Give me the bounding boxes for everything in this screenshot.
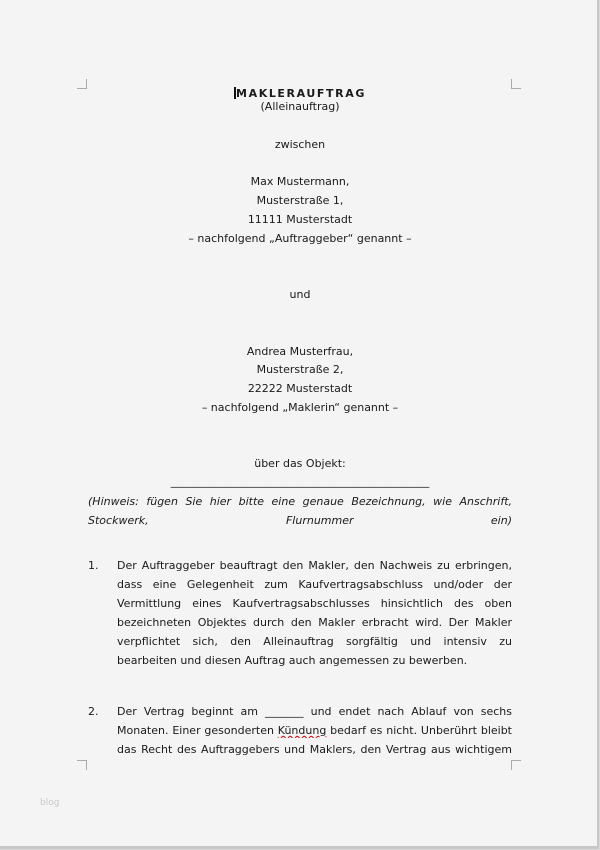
clause-line: Der Auftraggeber beauftragt den Makler, den Nachweis zu erbringen,	[117, 559, 512, 572]
hint-line: Stockwerk, Flurnummer ein)	[88, 514, 512, 527]
margin-corner-mark	[511, 79, 521, 89]
party1-name: Max Mustermann,	[250, 175, 350, 188]
party1-city: 11111 Musterstadt	[247, 213, 353, 226]
document-title-line	[88, 87, 512, 101]
watermark: blog	[40, 798, 60, 808]
party1-street: Musterstraße 1,	[256, 194, 344, 207]
clause-line: bearbeiten und diesen Auftrag auch angemessen zu bewerben.	[117, 654, 468, 667]
hint-line: (Hinweis: fügen Sie hier bitte eine genaue Bezeichnung, wie Anschrift,	[88, 495, 512, 508]
document-subtitle: (Alleinauftrag)	[260, 100, 340, 113]
object-blank: _______________________________________________	[170, 475, 430, 488]
clause-line: das Recht des Auftraggebers und Maklers, den Vertrag aus wichtigem	[117, 743, 512, 756]
margin-corner-mark	[77, 79, 87, 89]
clause-number: 2.	[88, 705, 99, 718]
clause-line: verpflichtet sich, den Alleinauftrag sorgfältig und intensiv zu	[117, 635, 512, 648]
party2-name: Andrea Musterfrau,	[246, 345, 354, 358]
clause-text: bedarf es nicht. Unberührt bleibt	[330, 724, 512, 737]
clause-line: bezeichneten Objektes durch den Makler erbracht wird. Der Makler	[117, 616, 512, 629]
party1-role: – nachfolgend „Auftraggeber“ genannt –	[188, 232, 412, 245]
margin-corner-mark	[511, 760, 521, 770]
misspelled-word[interactable]: Kündung	[277, 724, 327, 737]
clause-number: 1.	[88, 559, 99, 572]
clause-line	[117, 724, 512, 738]
clause-line: dass eine Gelegenheit zum Kaufvertragsabschluss und/oder der	[117, 578, 512, 591]
party2-street: Musterstraße 2,	[256, 363, 344, 376]
clause-text: Monaten. Einer gesonderten	[117, 724, 274, 737]
and-label: und	[289, 288, 311, 301]
clause-line: Der Vertrag beginnt am _______ und endet nach Ablauf von sechs	[117, 705, 512, 718]
party2-city: 22222 Musterstadt	[247, 382, 353, 395]
clause-line: Vermittlung eines Kaufvertragsabschlusses hinsichtlich des oben	[117, 597, 512, 610]
object-label: über das Objekt:	[254, 457, 346, 470]
party2-role: – nachfolgend „Maklerin“ genannt –	[201, 401, 399, 414]
margin-corner-mark	[77, 760, 87, 770]
document-title: MAKLERAUFTRAG	[236, 87, 366, 100]
between-label: zwischen	[274, 138, 326, 151]
